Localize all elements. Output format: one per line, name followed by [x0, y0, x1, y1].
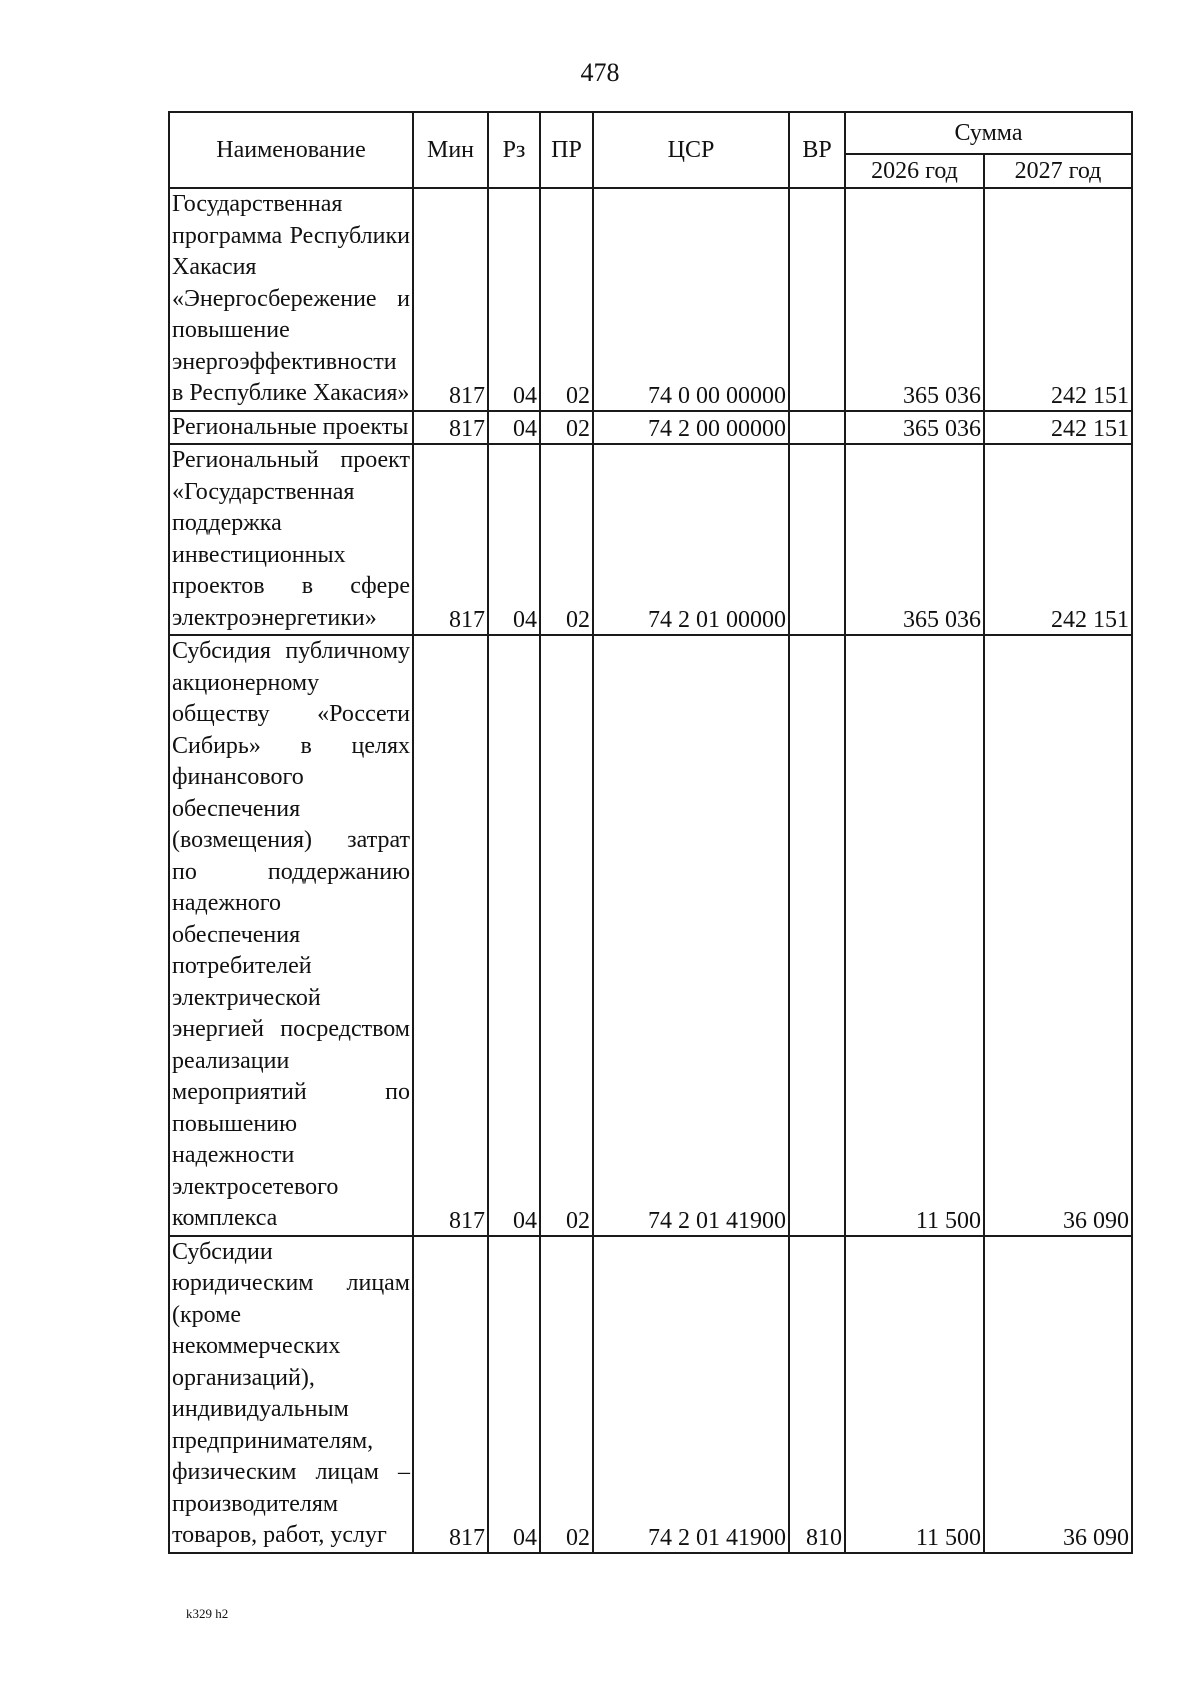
row-pr: 02 — [540, 635, 593, 1236]
row-sum-2026: 365 036 — [845, 411, 984, 445]
header-row-top — [169, 112, 1132, 154]
row-csr: 74 2 00 00000 — [593, 411, 789, 445]
row-sum-2026: 11 500 — [845, 1236, 984, 1553]
row-sum-2026: 365 036 — [845, 444, 984, 635]
row-name: Государственная программа Республики Хакасия «Энергосбережение и повышение энергоэффективности в Республике Хакасия» — [169, 188, 413, 411]
row-min: 817 — [413, 188, 488, 411]
row-sum-2026: 365 036 — [845, 188, 984, 411]
header-vr: ВР — [789, 112, 845, 188]
row-min: 817 — [413, 635, 488, 1236]
row-vr: 810 — [789, 1236, 845, 1553]
row-name: Субсидия публичному акционерному обществу «Россети Сибирь» в целях финансового обеспечения (возмещения) затрат по поддержанию надежного обеспечения потребителей электрической энергией посредством реализации мероприятий по повышению надежности электросетевого комплекса — [169, 635, 413, 1236]
header-name: Наименование — [169, 112, 413, 188]
row-rz: 04 — [488, 635, 540, 1236]
row-csr: 74 0 00 00000 — [593, 188, 789, 411]
row-pr: 02 — [540, 411, 593, 445]
row-rz: 04 — [488, 411, 540, 445]
row-pr: 02 — [540, 188, 593, 411]
table-row — [169, 188, 1132, 411]
row-sum-2027: 36 090 — [984, 1236, 1132, 1553]
row-name: Региональный проект «Государственная поддержка инвестиционных проектов в сфере электроэнергетики» — [169, 444, 413, 635]
header-year-2027: 2027 год — [984, 154, 1132, 188]
row-min: 817 — [413, 1236, 488, 1553]
row-sum-2027: 36 090 — [984, 635, 1132, 1236]
table-row — [169, 1236, 1132, 1553]
row-sum-2026: 11 500 — [845, 635, 984, 1236]
page-number: 478 — [580, 58, 620, 87]
row-vr — [789, 411, 845, 445]
row-csr: 74 2 01 00000 — [593, 444, 789, 635]
row-sum-2027: 242 151 — [984, 188, 1132, 411]
table-row — [169, 444, 1132, 635]
table-row — [169, 411, 1132, 445]
row-csr: 74 2 01 41900 — [593, 1236, 789, 1553]
row-pr: 02 — [540, 1236, 593, 1553]
header-year-2026: 2026 год — [845, 154, 984, 188]
row-csr: 74 2 01 41900 — [593, 635, 789, 1236]
header-csr: ЦСР — [593, 112, 789, 188]
header-pr: ПР — [540, 112, 593, 188]
row-rz: 04 — [488, 444, 540, 635]
row-vr — [789, 188, 845, 411]
row-name: Региональные проекты — [169, 411, 413, 445]
row-vr — [789, 635, 845, 1236]
row-vr — [789, 444, 845, 635]
row-min: 817 — [413, 411, 488, 445]
table-row — [169, 635, 1132, 1236]
row-sum-2027: 242 151 — [984, 444, 1132, 635]
header-min: Мин — [413, 112, 488, 188]
header-rz: Рз — [488, 112, 540, 188]
row-rz: 04 — [488, 1236, 540, 1553]
row-pr: 02 — [540, 444, 593, 635]
row-min: 817 — [413, 444, 488, 635]
budget-table — [168, 111, 1133, 1554]
header-sum: Сумма — [845, 112, 1132, 154]
row-name: Субсидии юридическим лицам (кроме некоммерческих организаций), индивидуальным предпринимателям, физическим лицам – производителям товаров, работ, услуг — [169, 1236, 413, 1553]
row-sum-2027: 242 151 — [984, 411, 1132, 445]
row-rz: 04 — [488, 188, 540, 411]
footer-document-code: k329 h2 — [186, 1606, 229, 1621]
